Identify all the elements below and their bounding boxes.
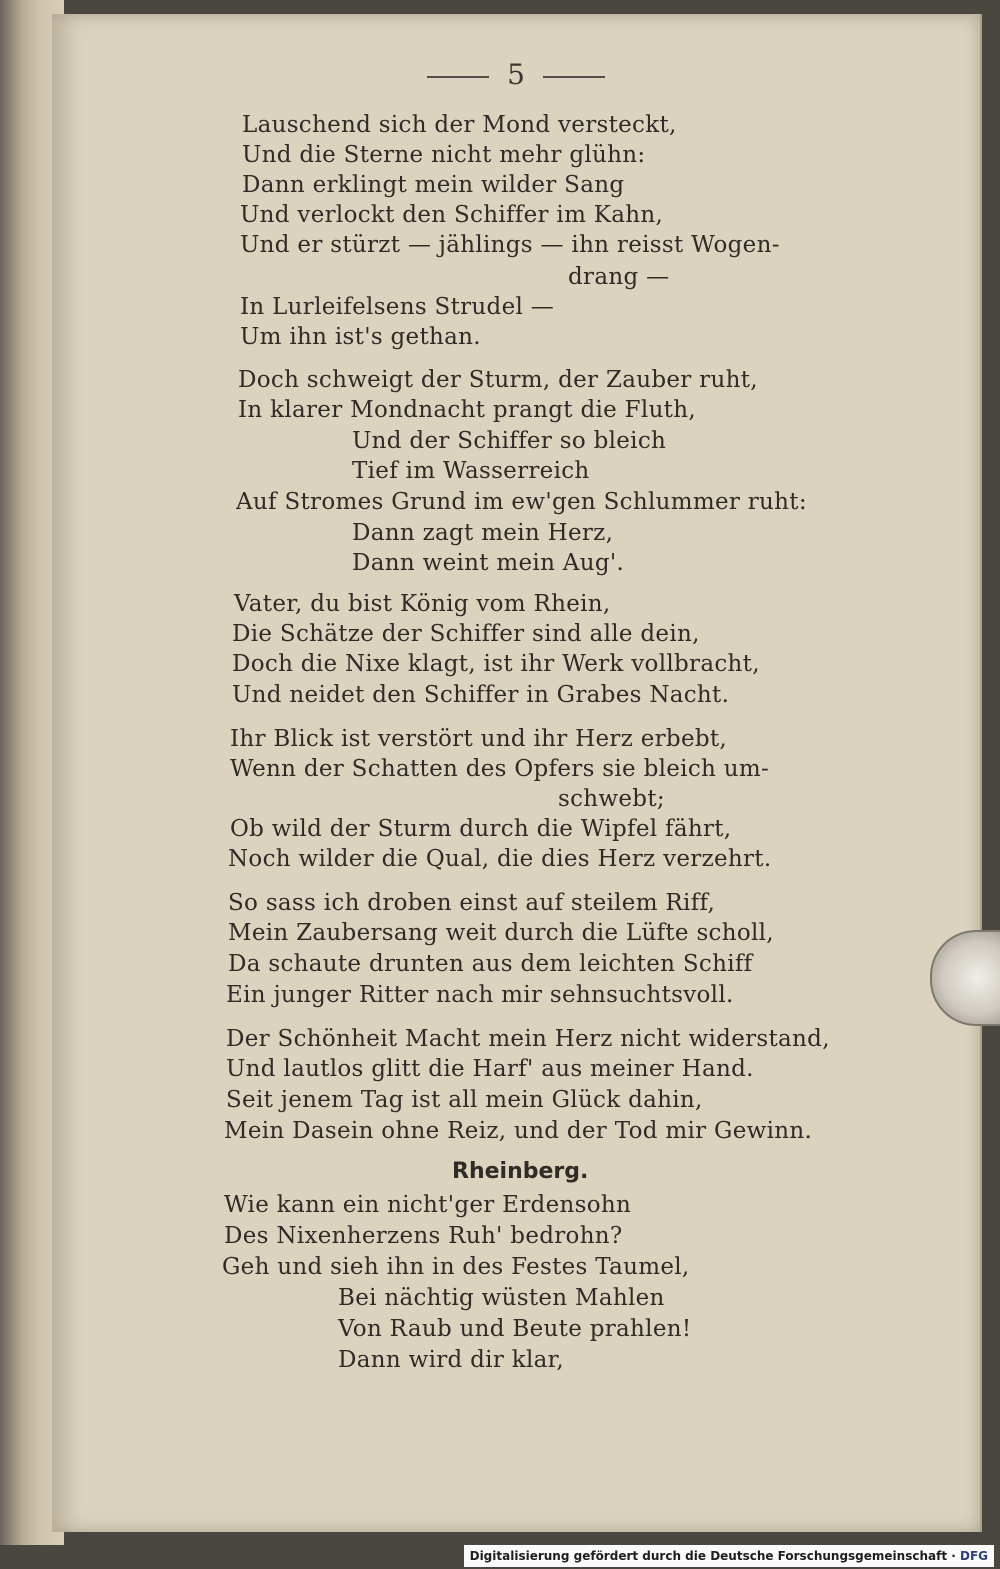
verse-line: Dann erklingt mein wilder Sang <box>242 172 625 198</box>
verse-line: Auf Stromes Grund im ew'gen Schlummer ruht: <box>236 489 807 515</box>
verse-line: In Lurleifelsens Strudel — <box>240 294 555 320</box>
verse-line: Wenn der Schatten des Opfers sie bleich um- <box>230 756 770 782</box>
verse-line: Vater, du bist König vom Rhein, <box>234 591 611 617</box>
rule-right <box>543 76 605 78</box>
verse-line: Bei nächtig wüsten Mahlen <box>338 1285 665 1311</box>
funding-footer: Digitalisierung gefördert durch die Deutsche Forschungsgemeinschaft · DFG <box>464 1545 994 1567</box>
page-number-text: 5 <box>507 58 525 91</box>
verse-line: So sass ich droben einst auf steilem Riff, <box>228 890 716 916</box>
verse-line: Geh und sieh ihn in des Festes Taumel, <box>222 1254 690 1280</box>
verse-line: Und verlockt den Schiffer im Kahn, <box>240 202 664 228</box>
verse-line: Mein Dasein ohne Reiz, und der Tod mir Gewinn. <box>224 1118 813 1144</box>
book-page <box>52 14 982 1532</box>
verse-line: Doch schweigt der Sturm, der Zauber ruht, <box>238 367 758 393</box>
verse-line: In klarer Mondnacht prangt die Fluth, <box>238 397 696 423</box>
rule-left <box>427 76 489 78</box>
verse-line: drang — <box>568 264 670 290</box>
verse-line: Ob wild der Sturm durch die Wipfel fährt, <box>230 816 732 842</box>
page-number <box>52 58 980 91</box>
verse-line: schwebt; <box>558 786 665 812</box>
verse-line: Von Raub und Beute prahlen! <box>338 1316 692 1342</box>
verse-line: Lauschend sich der Mond versteckt, <box>242 112 677 138</box>
verse-line: Dann wird dir klar, <box>338 1347 565 1373</box>
verse-line: Und er stürzt — jählings — ihn reisst Wogen- <box>240 232 780 258</box>
verse-line: Und neidet den Schiffer in Grabes Nacht. <box>232 682 730 708</box>
verse-line: Des Nixenherzens Ruh' bedrohn? <box>224 1223 623 1249</box>
dfg-logo: DFG <box>959 1549 988 1563</box>
verse-line: Mein Zaubersang weit durch die Lüfte scholl, <box>228 920 774 946</box>
speaker-heading: Rheinberg. <box>452 1159 589 1184</box>
verse-line: Und die Sterne nicht mehr glühn: <box>242 142 646 168</box>
verse-line: Tief im Wasserreich <box>352 458 590 484</box>
verse-line: Da schaute drunten aus dem leichten Schiff <box>228 951 753 977</box>
verse-line: Doch die Nixe klagt, ist ihr Werk vollbracht, <box>232 651 760 677</box>
verse-line: Ihr Blick ist verstört und ihr Herz erbebt, <box>230 726 728 752</box>
verse-line: Und der Schiffer so bleich <box>352 428 667 454</box>
verse-line: Wie kann ein nicht'ger Erdensohn <box>224 1192 632 1218</box>
verse-line: Um ihn ist's gethan. <box>240 324 481 350</box>
verse-line: Seit jenem Tag ist all mein Glück dahin, <box>226 1087 703 1113</box>
verse-line: Und lautlos glitt die Harf' aus meiner Hand. <box>226 1056 754 1082</box>
verse-line: Dann weint mein Aug'. <box>352 550 625 576</box>
verse-line: Dann zagt mein Herz, <box>352 520 614 546</box>
verse-line: Der Schönheit Macht mein Herz nicht widerstand, <box>226 1026 830 1052</box>
verse-line: Ein junger Ritter nach mir sehnsuchtsvoll. <box>226 982 734 1008</box>
verse-line: Die Schätze der Schiffer sind alle dein, <box>232 621 700 647</box>
verse-line: Noch wilder die Qual, die dies Herz verzehrt. <box>228 846 772 872</box>
footer-text: Digitalisierung gefördert durch die Deutsche Forschungsgemeinschaft <box>469 1549 948 1563</box>
